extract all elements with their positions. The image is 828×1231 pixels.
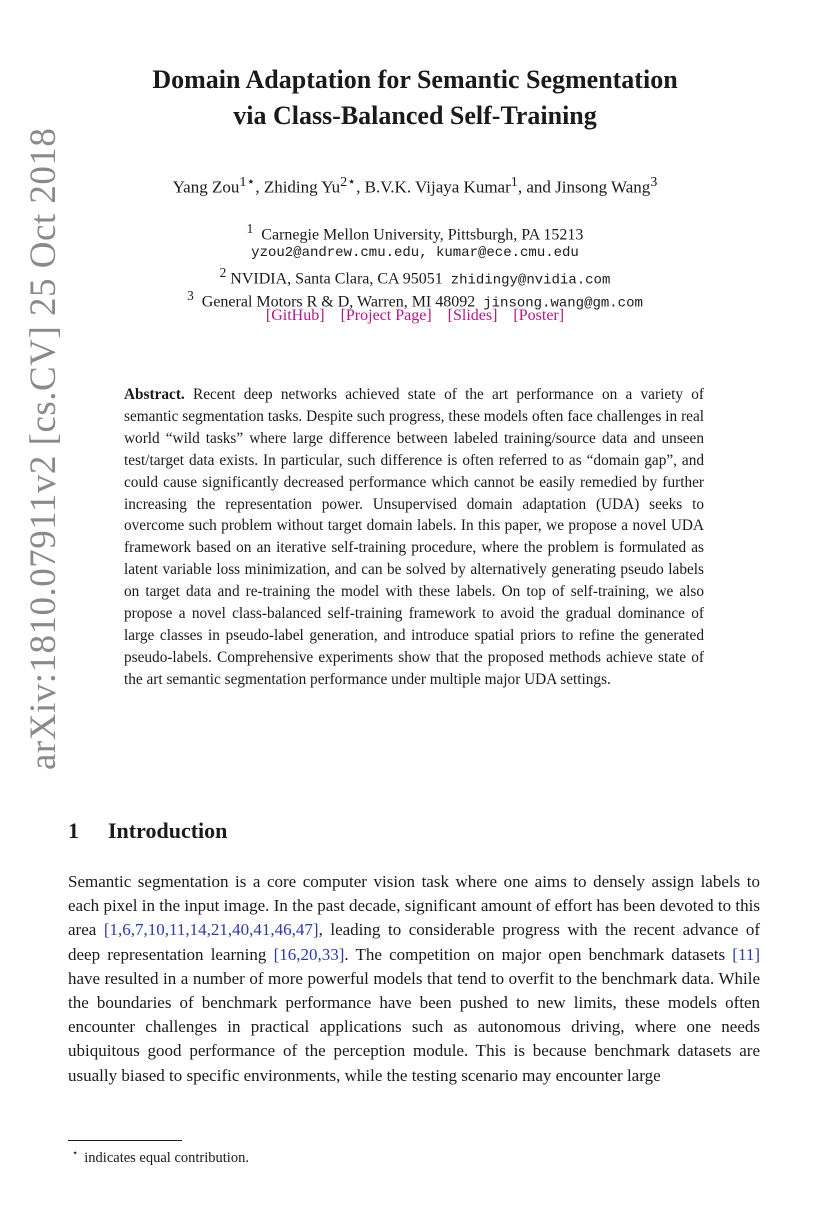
section-heading (68, 818, 227, 844)
author-mark: 1 (510, 174, 518, 190)
author-name: Yang Zou (172, 177, 240, 197)
abstract-label: Abstract. (124, 386, 185, 403)
affiliation-number: 3 (187, 288, 194, 303)
intro-text: have resulted in a number of more powerful models that tend to overfit to the benchmark data. While the boundaries of benchmark performance have been pushed to new limits, these models often encounter challenges in practical applications such as autonomous driving, where one needs ubiquitous good performance of the perception module. This is because benchmark datasets are usually biased to specific environments, while the testing scenario may encounter large (68, 968, 760, 1085)
abstract (124, 384, 704, 691)
citation-link[interactable]: [16,20,33] (273, 944, 345, 964)
citation-link[interactable]: [1,6,7,10,11,14,21,40,41,46,47] (103, 920, 319, 940)
affiliation-number: 2 (219, 265, 227, 280)
footnote (72, 1148, 249, 1167)
author-separator: , (356, 177, 365, 197)
affiliation-1-emails: yzou2@andrew.cmu.edu, kumar@ece.cmu.edu (251, 245, 579, 261)
affiliation-email: jinsong.wang@gm.com (483, 295, 643, 312)
intro-text: . The competition on major open benchmark datasets (344, 944, 733, 964)
project-page-link[interactable]: [Project Page] (340, 307, 432, 324)
author-name: Zhiding Yu (263, 177, 341, 197)
author-name: B.V.K. Vijaya Kumar (364, 177, 511, 197)
affiliation-email: zhidingy@nvidia.com (450, 272, 611, 289)
title-line-1: Domain Adaptation for Semantic Segmentation (152, 65, 678, 94)
author-name: Jinsong Wang (555, 177, 651, 197)
citation-link[interactable]: [11] (732, 944, 760, 964)
author-list (70, 174, 760, 198)
footnote-text: indicates equal contribution. (84, 1149, 249, 1166)
affiliation-text: NVIDIA, Santa Clara, CA 95051 (230, 270, 443, 288)
introduction-paragraph (68, 870, 760, 1088)
author-separator: , and (517, 177, 556, 197)
poster-link[interactable]: [Poster] (513, 307, 565, 324)
section-title: Introduction (108, 818, 228, 843)
author-mark: 2⋆ (340, 174, 357, 190)
intro-text: , leading to considerable progress with the recent advance of deep representation learning (68, 920, 760, 964)
footnote-mark: ⋆ (72, 1148, 79, 1159)
author-mark: 1⋆ (239, 174, 256, 190)
affiliation-text: Carnegie Mellon University, Pittsburgh, PA 15213 (261, 226, 584, 244)
footnote-divider (68, 1140, 182, 1141)
author-separator: , (255, 177, 264, 197)
section-number: 1 (68, 818, 79, 843)
intro-text: Semantic segmentation is a core computer vision task where one aims to densely assign labels to each pixel in the input image. In the past decade, significant amount of effort has been devoted to this area (68, 872, 760, 940)
paper-title (70, 62, 760, 134)
abstract-text: Recent deep networks achieved state of the art performance on a variety of semantic segmentation tasks. Despite such progress, these models often face challenges in real world “wild tasks” where large difference between labeled training/source data and unseen test/target data exists. In particular, such difference is often referred to as “domain gap”, and could cause significantly decreased performance which cannot be easily remedied by further increasing the representation power. Unsupervised domain adaptation (UDA) seeks to overcome such problem without target domain labels. In this paper, we propose a novel UDA framework based on an iterative self-training procedure, where the problem is formulated as latent variable loss minimization, and can be solved by alternatively generating pseudo labels on target data and re-training the model with these labels. On top of self-training, we also propose a novel class-balanced self-training framework to avoid the gradual dominance of large classes in pseudo-label generation, and introduce spatial priors to refine the generated pseudo-labels. Comprehensive experiments show that the proposed methods achieve state of the art semantic segmentation performance under multiple major UDA settings. (124, 386, 704, 688)
affiliation-number: 1 (246, 221, 254, 236)
author-mark: 3 (650, 174, 658, 190)
slides-link[interactable]: [Slides] (447, 307, 498, 324)
title-line-2: via Class-Balanced Self-Training (233, 101, 597, 130)
arxiv-identifier: arXiv:1810.07911v2 [cs.CV] 25 Oct 2018 (23, 127, 64, 770)
github-link[interactable]: [GitHub] (265, 307, 325, 324)
affiliation-text: General Motors R & D, Warren, MI 48092 (201, 293, 476, 311)
resource-links (70, 307, 760, 325)
